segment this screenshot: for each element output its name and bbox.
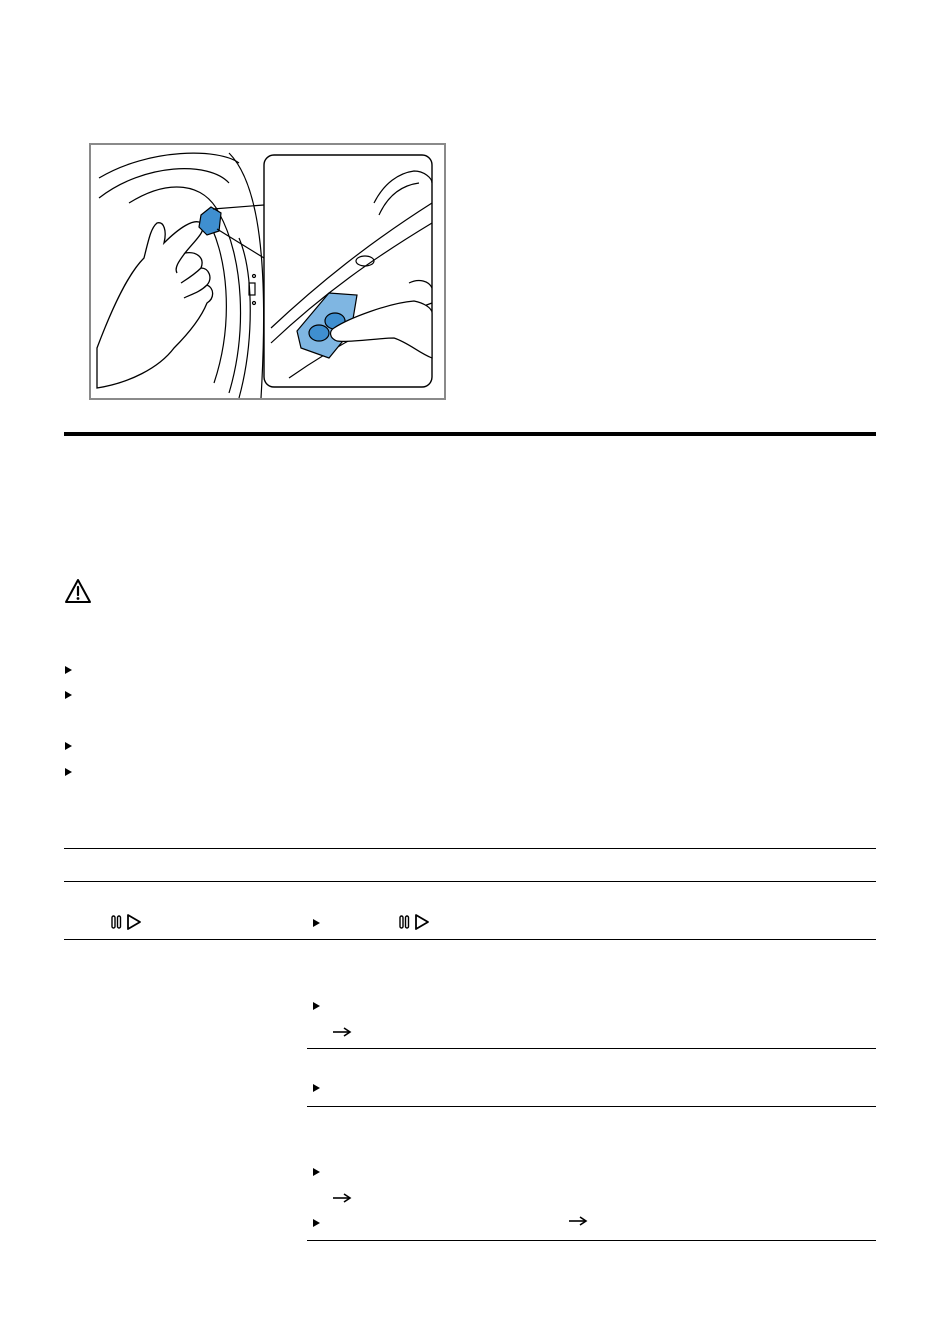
table-top-rule [64,848,876,849]
list-bullet [65,691,72,699]
list-bullet [65,666,72,674]
washer-door-filter-illustration [89,143,446,400]
warning-triangle-icon [64,578,92,604]
table-row-rule [64,939,876,940]
list-bullet [65,742,72,750]
pause-play-icon [398,913,430,931]
list-bullet [65,768,72,776]
list-bullet [313,1219,320,1227]
list-bullet [313,1084,320,1092]
list-bullet [313,1168,320,1176]
table-subrow-rule [307,1048,876,1049]
pause-play-icon [110,913,142,931]
result-arrow-icon [332,1192,352,1204]
table-bottom-rule [307,1240,876,1241]
table-header-rule [64,881,876,882]
list-bullet [313,919,320,927]
section-divider [64,432,876,436]
table-subrow-rule [307,1106,876,1107]
list-bullet [313,1002,320,1010]
result-arrow-icon [568,1215,588,1227]
result-arrow-icon [332,1026,352,1038]
